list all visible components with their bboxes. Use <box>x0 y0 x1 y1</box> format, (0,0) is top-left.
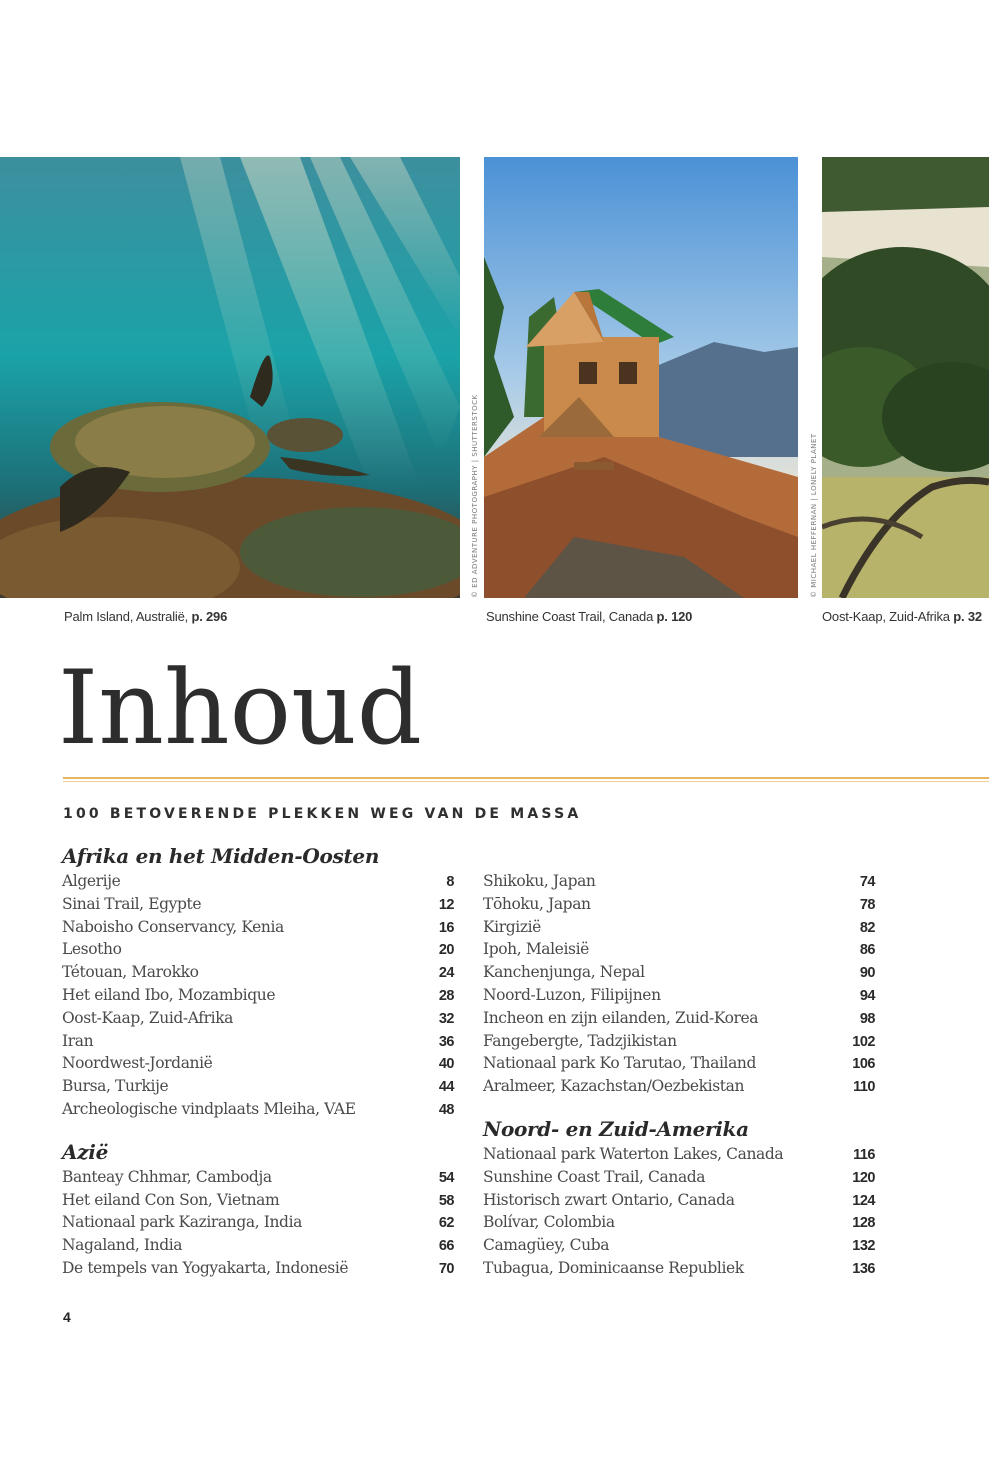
toc-entry[interactable] <box>483 1007 875 1030</box>
toc-entry[interactable] <box>62 1098 454 1121</box>
caption-place: Oost-Kaap, Zuid-Afrika <box>822 609 950 624</box>
toc-entry[interactable] <box>483 1052 875 1075</box>
toc-entry-page: 128 <box>852 1215 875 1232</box>
toc-entry-name: Nationaal park Ko Tarutao, Thailand <box>483 1054 757 1073</box>
toc-entry[interactable] <box>62 1189 454 1212</box>
toc-entry-name: Banteay Chhmar, Cambodja <box>62 1167 272 1186</box>
toc-entry-name: Kirgizië <box>483 917 541 936</box>
toc-entry[interactable] <box>62 916 454 939</box>
toc-entry[interactable] <box>62 1052 454 1075</box>
toc-entry-page: 62 <box>438 1215 454 1232</box>
toc-entry-page: 58 <box>438 1192 454 1209</box>
photo-credit-2: © MICHAEL HEFFERNAN | LONELY PLANET <box>810 433 818 598</box>
caption-page-ref: p. 120 <box>656 609 693 624</box>
caption-page-ref: p. 32 <box>953 609 982 624</box>
toc-column-left <box>62 842 454 1280</box>
toc-entry[interactable] <box>62 961 454 984</box>
toc-entry[interactable] <box>483 984 875 1007</box>
toc-entry-page: 36 <box>438 1033 454 1050</box>
toc-entry[interactable] <box>62 1211 454 1234</box>
toc-entry[interactable] <box>62 1030 454 1053</box>
toc-entry[interactable] <box>483 1257 875 1280</box>
toc-entry-page: 12 <box>438 896 454 913</box>
toc-entry[interactable] <box>62 1234 454 1257</box>
toc-entry-page: 94 <box>859 987 875 1004</box>
toc-entry-name: Nagaland, India <box>62 1236 183 1255</box>
toc-entry-name: De tempels van Yogyakarta, Indonesië <box>62 1258 349 1277</box>
toc-entry-page: 106 <box>852 1056 875 1073</box>
toc-entry-name: Bursa, Turkije <box>62 1077 169 1096</box>
page-title: Inhoud <box>58 649 423 768</box>
toc-entry-page: 44 <box>438 1079 454 1096</box>
photo-caption-2 <box>486 609 692 624</box>
toc-entry-name: Historisch zwart Ontario, Canada <box>483 1190 735 1209</box>
toc-entry[interactable] <box>483 1030 875 1053</box>
toc-entry-name: Incheon en zijn eilanden, Zuid-Korea <box>483 1008 759 1027</box>
toc-entry[interactable] <box>62 893 454 916</box>
toc-entry-page: 90 <box>859 965 875 982</box>
photo-credit-1: © ED ADVENTURE PHOTOGRAPHY | SHUTTERSTOCK <box>471 394 479 598</box>
photo-sunshine-coast-cabin <box>484 157 798 598</box>
toc-entry[interactable] <box>483 916 875 939</box>
toc-list-asia-continued <box>483 870 875 1098</box>
toc-entry-name: Tubagua, Dominicaanse Republiek <box>483 1258 744 1277</box>
toc-entry-name: Noord-Luzon, Filipijnen <box>483 985 661 1004</box>
toc-entry-page: 20 <box>438 942 454 959</box>
toc-entry-page: 70 <box>438 1260 454 1277</box>
toc-entry[interactable] <box>483 1189 875 1212</box>
toc-entry-page: 132 <box>852 1238 875 1255</box>
toc-entry-name: Lesotho <box>62 940 122 959</box>
page-number: 4 <box>63 1309 71 1325</box>
toc-entry[interactable] <box>483 961 875 984</box>
toc-entry-name: Aralmeer, Kazachstan/Oezbekistan <box>483 1077 745 1096</box>
toc-entry[interactable] <box>62 1166 454 1189</box>
toc-entry-name: Noordwest-Jordanië <box>62 1054 213 1073</box>
toc-entry-name: Shikoku, Japan <box>483 872 596 890</box>
toc-entry-page: 24 <box>438 965 454 982</box>
toc-entry-name: Tōhoku, Japan <box>483 894 591 913</box>
toc-list-americas <box>483 1143 875 1280</box>
toc-entry[interactable] <box>483 1211 875 1234</box>
toc-entry[interactable] <box>483 1143 875 1166</box>
toc-entry-name: Naboisho Conservancy, Kenia <box>62 917 284 936</box>
caption-place: Sunshine Coast Trail, Canada <box>486 609 654 624</box>
toc-entry-page: 136 <box>852 1260 875 1277</box>
toc-entry-name: Sinai Trail, Egypte <box>62 894 202 913</box>
toc-entry-name: Tétouan, Marokko <box>62 963 199 982</box>
toc-entry[interactable] <box>62 1075 454 1098</box>
toc-entry-name: Camagüey, Cuba <box>483 1236 610 1255</box>
toc-entry-page: 40 <box>438 1056 454 1073</box>
toc-entry[interactable] <box>62 870 454 893</box>
toc-entry[interactable] <box>483 1234 875 1257</box>
toc-entry[interactable] <box>62 1007 454 1030</box>
toc-entry-name: Het eiland Ibo, Mozambique <box>62 985 276 1004</box>
toc-entry-name: Het eiland Con Son, Vietnam <box>62 1190 280 1209</box>
toc-entry-page: 66 <box>438 1238 454 1255</box>
toc-entry-name: Bolívar, Colombia <box>483 1213 615 1232</box>
toc-entry-page: 74 <box>859 874 875 890</box>
toc-entry-name: Kanchenjunga, Nepal <box>483 963 645 982</box>
toc-entry-page: 98 <box>859 1010 875 1027</box>
toc-entry[interactable] <box>483 938 875 961</box>
toc-entry[interactable] <box>483 893 875 916</box>
toc-entry[interactable] <box>483 1075 875 1098</box>
toc-entry-page: 116 <box>853 1146 875 1163</box>
toc-entry-page: 86 <box>859 942 875 959</box>
toc-entry-page: 78 <box>859 896 875 913</box>
toc-entry-page: 28 <box>438 987 454 1004</box>
photo-oost-kaap-trees <box>822 157 989 598</box>
toc-list-asia <box>62 1166 454 1280</box>
toc-entry[interactable] <box>483 1166 875 1189</box>
toc-entry-name: Oost-Kaap, Zuid-Afrika <box>62 1008 234 1027</box>
toc-entry-name: Nationaal park Kaziranga, India <box>62 1213 302 1232</box>
toc-entry-name: Sunshine Coast Trail, Canada <box>483 1167 706 1186</box>
toc-entry-page: 8 <box>446 874 454 890</box>
toc-entry-page: 124 <box>852 1192 875 1209</box>
title-divider <box>63 777 989 779</box>
caption-page-ref: p. 296 <box>191 609 228 624</box>
toc-entry-name: Fangebergte, Tadzjikistan <box>483 1031 677 1050</box>
toc-entry-page: 16 <box>438 919 454 936</box>
toc-entry-page: 48 <box>438 1101 454 1118</box>
title-divider-thin <box>63 781 989 782</box>
page-subtitle: 100 BETOVERENDE PLEKKEN WEG VAN DE MASSA <box>63 806 582 822</box>
toc-column-right <box>483 870 875 1280</box>
toc-entry-name: Nationaal park Waterton Lakes, Canada <box>483 1144 784 1163</box>
section-title-africa: Afrika en het Midden-Oosten <box>62 844 380 868</box>
toc-entry[interactable] <box>483 870 875 893</box>
photo-palm-island-turtle <box>0 157 460 598</box>
toc-entry[interactable] <box>62 1257 454 1280</box>
toc-entry-name: Algerije <box>62 872 121 890</box>
photo-caption-1 <box>64 609 227 624</box>
toc-entry-page: 82 <box>859 919 875 936</box>
toc-entry-page: 54 <box>438 1169 454 1186</box>
toc-entry-name: Ipoh, Maleisië <box>483 940 589 959</box>
section-title-americas: Noord- en Zuid-Amerika <box>483 1116 749 1141</box>
toc-entry[interactable] <box>62 938 454 961</box>
toc-entry-page: 102 <box>852 1033 875 1050</box>
toc-entry-page: 32 <box>438 1010 454 1027</box>
toc-entry-name: Iran <box>62 1031 94 1050</box>
toc-entry-page: 120 <box>852 1169 875 1186</box>
photo-caption-3 <box>822 609 982 624</box>
toc-entry-name: Archeologische vindplaats Mleiha, VAE <box>62 1099 356 1118</box>
toc-entry-page: 110 <box>853 1079 875 1096</box>
toc-list-africa <box>62 870 454 1121</box>
toc-entry[interactable] <box>62 984 454 1007</box>
section-title-asia: Azië <box>62 1139 108 1164</box>
caption-place: Palm Island, Australië, <box>64 609 189 624</box>
